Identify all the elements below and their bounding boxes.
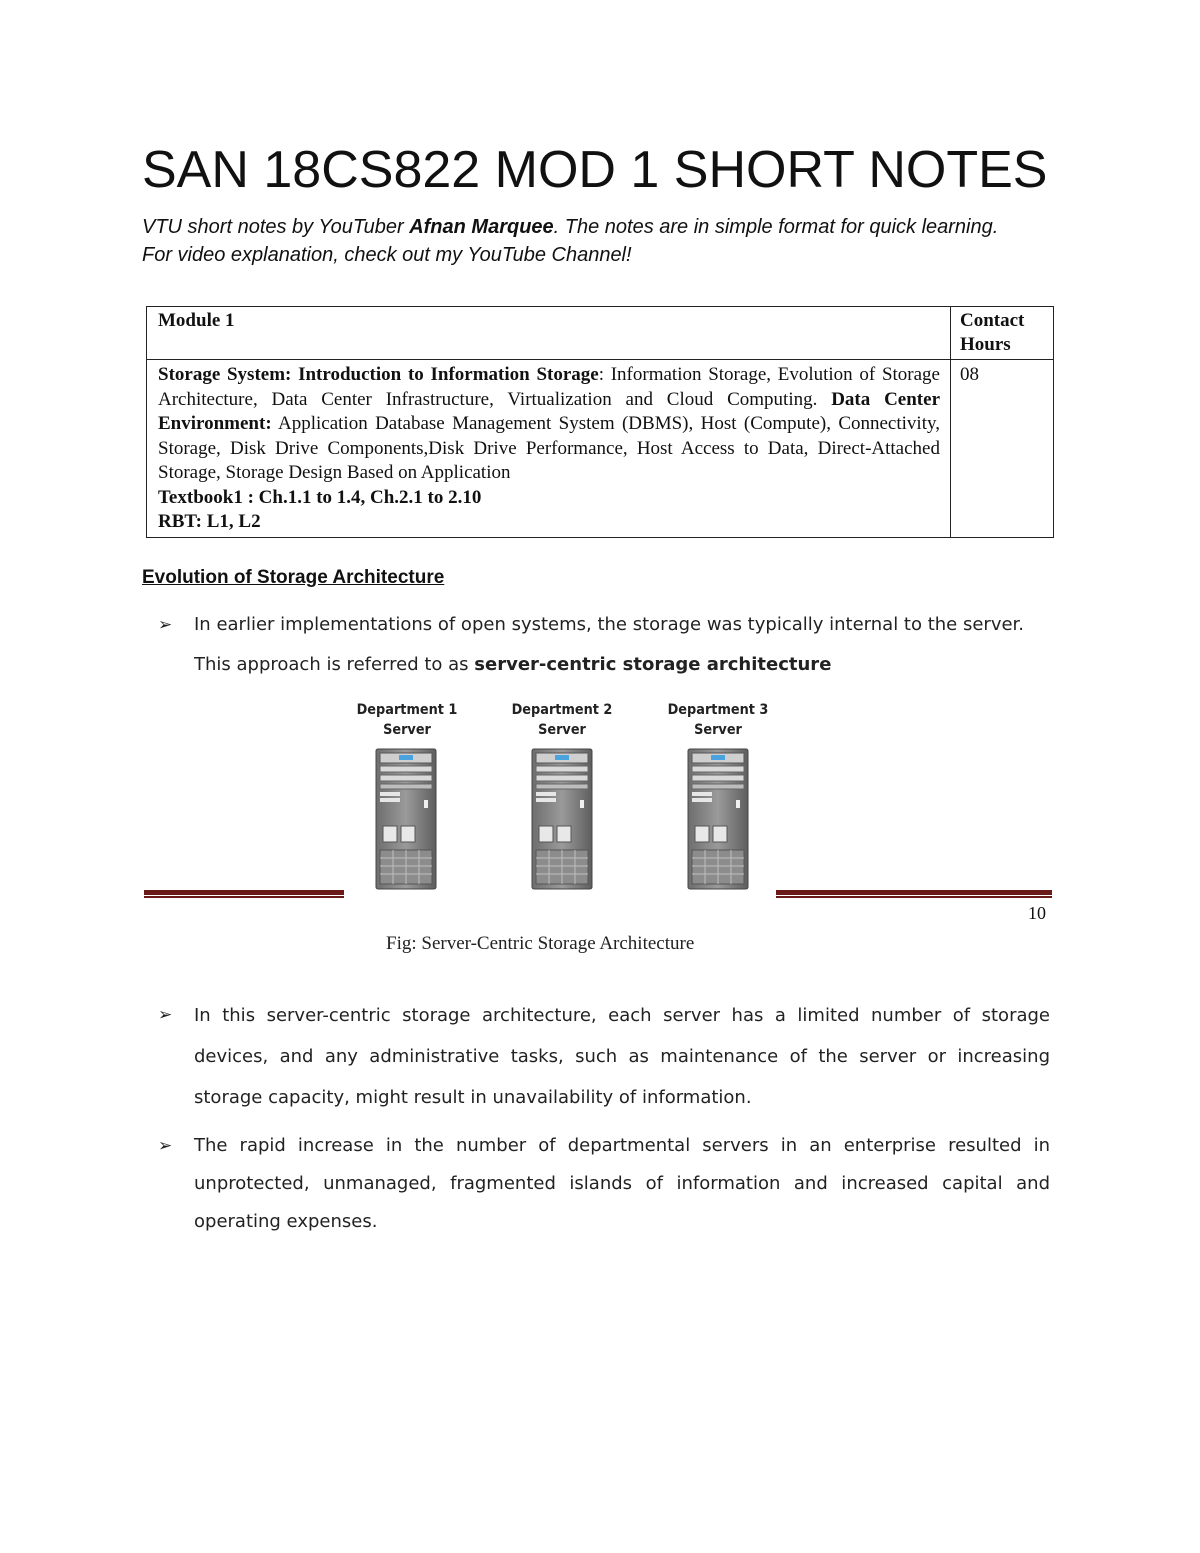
server-tower-icon bbox=[687, 748, 749, 890]
syllabus-content-row bbox=[147, 360, 1054, 538]
figure-caption: Fig: Server-Centric Storage Architecture bbox=[386, 933, 695, 954]
bullet-item-2 bbox=[158, 995, 1050, 1118]
bullet-1-bold: server-centric storage architecture bbox=[474, 654, 832, 675]
topic2-bold: Data Center Environment: bbox=[158, 388, 940, 434]
server-label-1b: Server bbox=[383, 722, 431, 738]
syllabus-header-row bbox=[147, 307, 1054, 360]
topic2-text: Application Database Management System (DBMS), Host (Compute), Connectivity, Storage, Disk Drive Components,Disk Drive Performance, Host Access to Data, Direct-Attached Storage, Storage Design Based on Application bbox=[158, 413, 940, 483]
contact-hours-value: 08 bbox=[951, 360, 1054, 538]
intro-before: VTU short notes by YouTuber bbox=[142, 216, 410, 238]
server-label-1a: Department 1 bbox=[356, 702, 458, 718]
server-label-2a: Department 2 bbox=[511, 702, 613, 718]
intro-after: . The notes are in simple format for quick learning. For video explanation, check out my YouTube Channel! bbox=[142, 216, 999, 266]
decorative-rule-right bbox=[776, 890, 1052, 895]
server-label-3a: Department 3 bbox=[667, 702, 769, 718]
arrow-bullet-icon: ➢ bbox=[158, 1136, 173, 1156]
arrow-bullet-icon: ➢ bbox=[158, 615, 173, 635]
server-department-2 bbox=[502, 700, 622, 740]
server-label-2b: Server bbox=[538, 722, 586, 738]
bullet-text-1 bbox=[194, 605, 1050, 685]
document-title: SAN 18CS822 MOD 1 SHORT NOTES bbox=[142, 141, 1048, 199]
section-heading: Evolution of Storage Architecture bbox=[142, 567, 445, 588]
topic-text: : Information Storage, Evolution of Storage Architecture, Data Center Infrastructure, Virtualization and Cloud Computing. bbox=[158, 364, 940, 410]
server-tower-icon bbox=[375, 748, 437, 890]
server-department-1 bbox=[347, 700, 467, 740]
bullet-text-2: In this server-centric storage architecture, each server has a limited number of storage devices, and any administrative tasks, such as maintenance of the server or increasing storage capacity, might result in unavailability of information. bbox=[194, 1005, 1050, 1108]
intro-paragraph bbox=[142, 213, 1022, 269]
rbt-line: RBT: L1, L2 bbox=[158, 511, 261, 532]
header-contact-hours: Contact Hours bbox=[951, 307, 1054, 360]
syllabus-table bbox=[146, 306, 1054, 538]
server-department-3 bbox=[658, 700, 778, 740]
topic-bold: Storage System: Introduction to Information Storage bbox=[158, 364, 599, 385]
server-tower-icon bbox=[531, 748, 593, 890]
server-figure bbox=[144, 700, 1054, 910]
header-module: Module 1 bbox=[147, 307, 951, 360]
bullet-1-text: In earlier implementations of open systems, the storage was typically internal to the server. This approach is referred to as bbox=[194, 614, 1025, 675]
server-label-3b: Server bbox=[694, 722, 742, 738]
decorative-rule-left bbox=[144, 890, 344, 895]
textbook-line: Textbook1 : Ch.1.1 to 1.4, Ch.2.1 to 2.10 bbox=[158, 486, 482, 508]
page-number: 10 bbox=[1028, 903, 1046, 923]
bullet-item-1 bbox=[158, 605, 1050, 685]
arrow-bullet-icon: ➢ bbox=[158, 1005, 173, 1025]
author-name: Afnan Marquee bbox=[409, 216, 554, 238]
bullet-item-3 bbox=[158, 1127, 1050, 1241]
bullet-text-3: The rapid increase in the number of departmental servers in an enterprise resulted in unprotected, unmanaged, fragmented islands of information and increased capital and operating expenses. bbox=[194, 1135, 1050, 1232]
syllabus-content bbox=[147, 360, 951, 538]
